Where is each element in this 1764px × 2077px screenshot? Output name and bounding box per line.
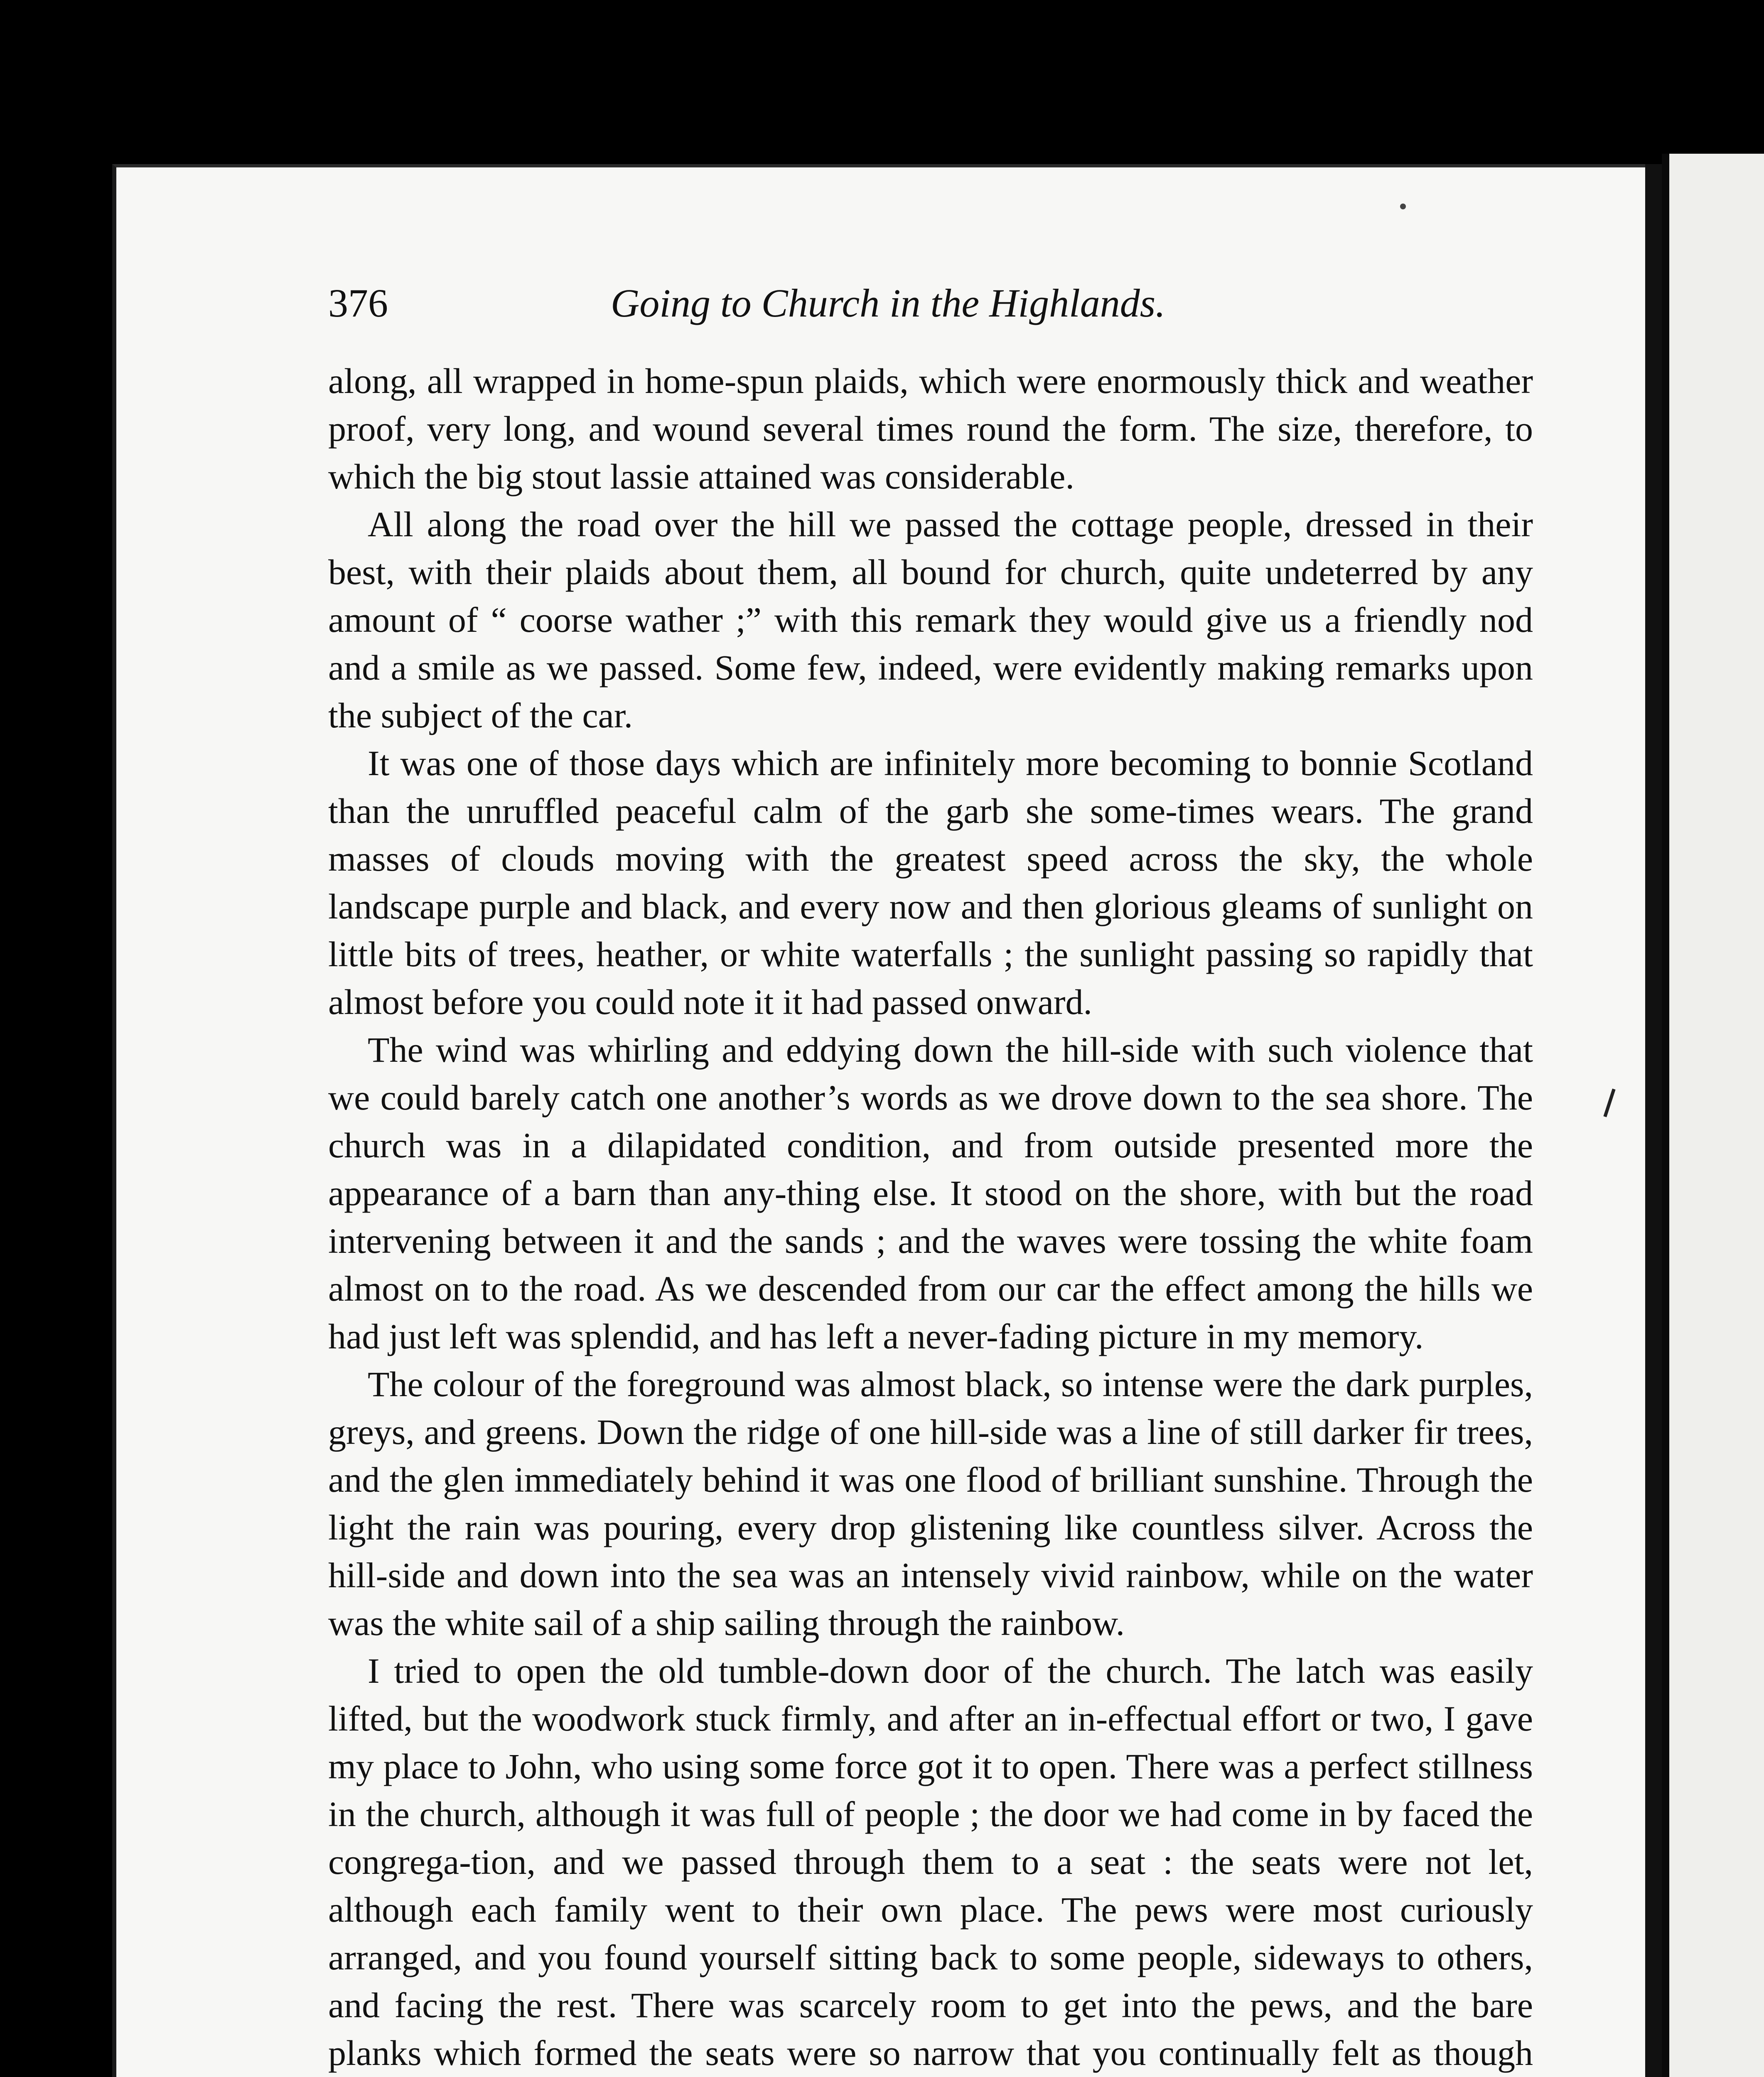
- paragraph-5: The colour of the foreground was almost black, so intense were the dark purples, greys, and greens. Down the ridge of one hill-side was a line of still darker fir trees, and the glen immediately behind it was one flood of brilliant sunshine. Through the light the rain was pouring, every drop glistening like countless silver. Across the hill-side and down into the sea was an intensely vivid rainbow, while on the water was the white sail of a ship sailing through the rainbow.: [328, 1364, 1533, 1643]
- adjacent-page-edge: [1662, 154, 1764, 2077]
- paragraph-4: The wind was whirling and eddying down the hill-side with such violence that we could barely catch one another’s words as we drove down to the sea shore. The church was in a dilapidated condition, and from outside presented more the appearance of a barn than any-thing else. It stood on the shore, with but the road intervening between it and the sands ; and the waves were tossing the white foam almost on to the road. As we descended from our car the effect among the hills we had just left was splendid, and has left a never-fading picture in my memory.: [328, 1030, 1533, 1356]
- running-title: Going to Church in the Highlands.: [611, 281, 1166, 325]
- paragraph-6: I tried to open the old tumble-down door of the church. The latch was easily lifted, but the woodwork stuck firmly, and after an in-effectual effort or two, I gave my place to John, who using some force got it to open. There was a perfect stillness in the church, although it was full of people ; the door we had come in by faced the congrega-tion, and we passed through them to a seat : the seats were not let, although each family went to their own place. The pews were most curiously arranged, and you found yourself sitting back to some people, sideways to others, and facing the rest. There was scarcely room to get into the pews, and the bare planks which formed the seats were so narrow that you continually felt as though: [328, 1651, 1533, 2073]
- paragraph-2: All along the road over the hill we passed the cottage people, dressed in their best, with their plaids about them, all bound for church, quite undeterred by any amount of “ coorse wather ;” with this remark they would give us a friendly nod and a smile as we passed. Some few, indeed, were evidently making remarks upon the subject of the car.: [328, 504, 1533, 735]
- dust-speck: [1400, 204, 1406, 209]
- body-text: [328, 357, 1533, 2077]
- paragraph-1: along, all wrapped in home-spun plaids, which were enormously thick and weather proof, very long, and wound several times round the form. The size, therefore, to which the big stout lassie attained was considerable.: [328, 361, 1533, 496]
- page-number: 376: [328, 281, 388, 325]
- page-gutter-shadow: [1645, 164, 1662, 2077]
- paragraph-3: It was one of those days which are infinitely more becoming to bonnie Scotland than the unruffled peaceful calm of the garb she some-times wears. The grand masses of clouds moving with the greatest speed across the sky, the whole landscape purple and black, and every now and then glorious gleams of sunlight on little bits of trees, heather, or white waterfalls ; the sunlight passing so rapidly that almost before you could note it it had passed onward.: [328, 743, 1533, 1022]
- running-head: [328, 274, 1533, 332]
